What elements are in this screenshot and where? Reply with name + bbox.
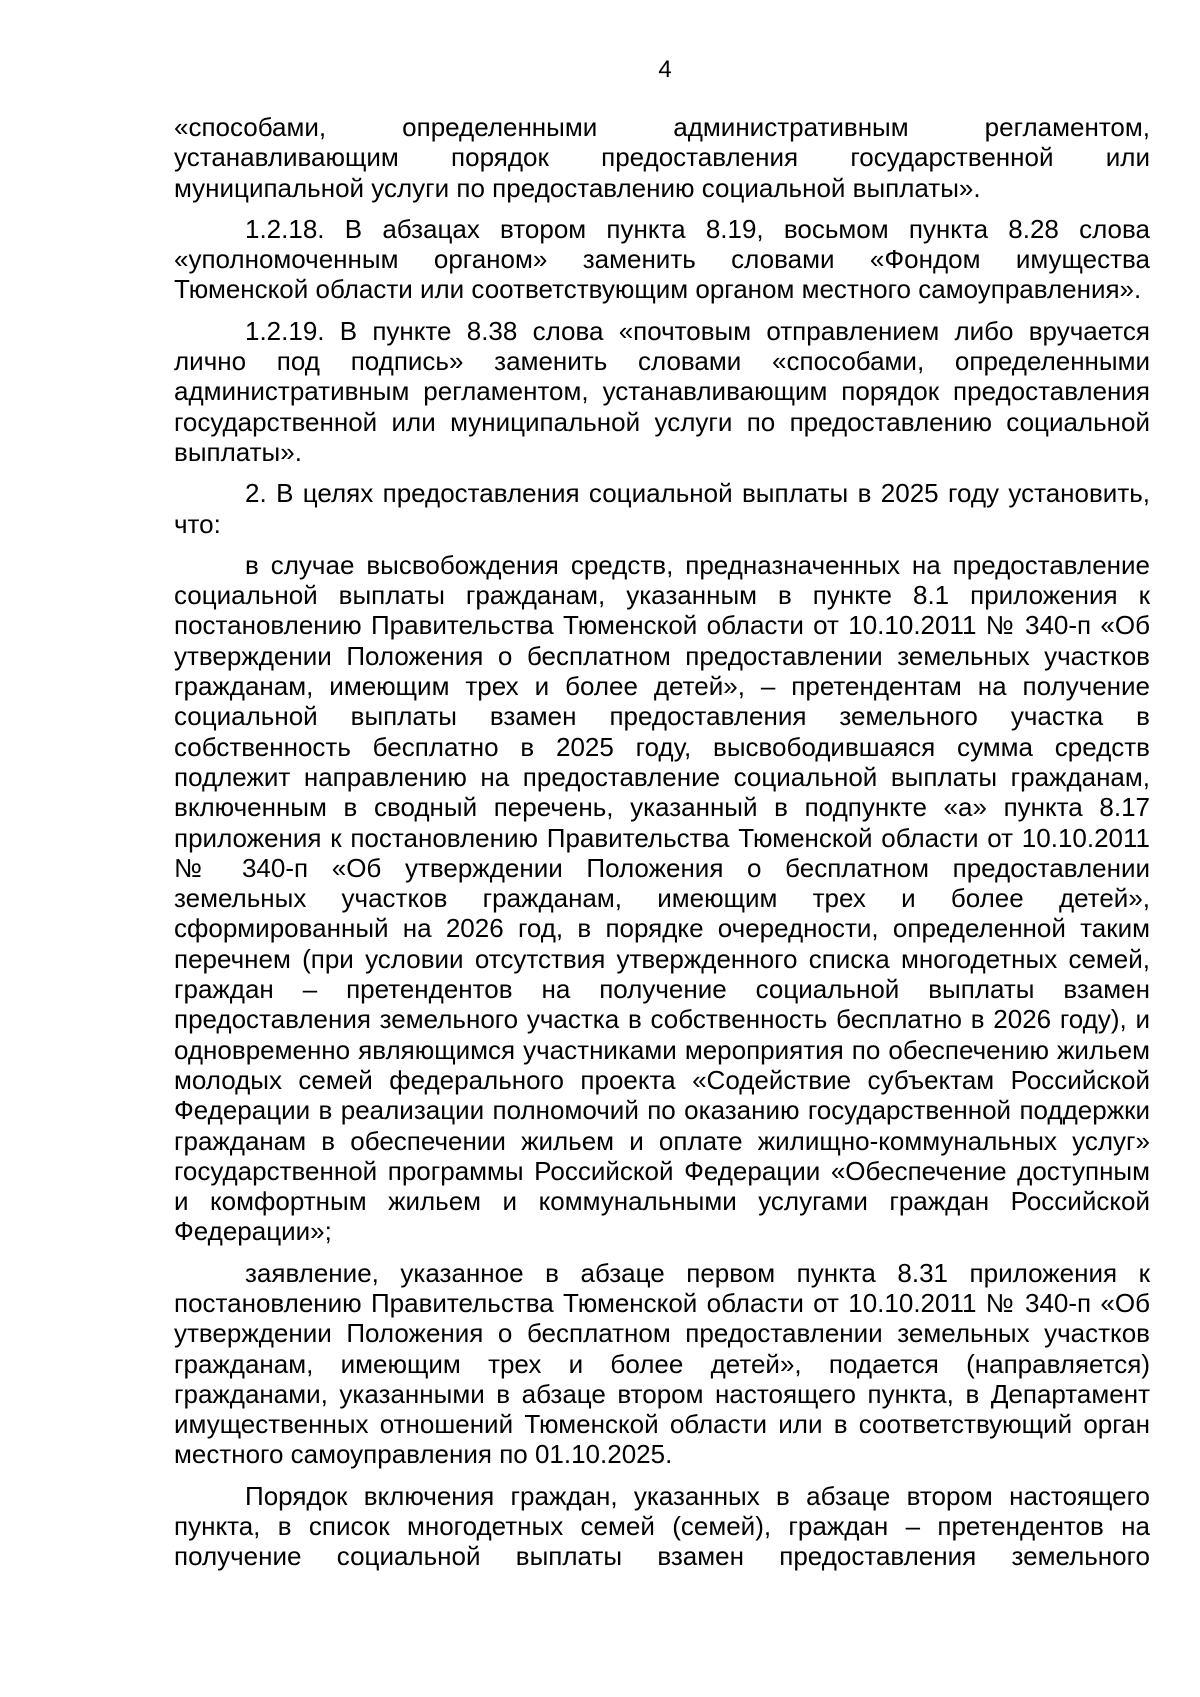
document-body (174, 112, 1150, 1583)
paragraph-1-2-19: 1.2.19. В пункте 8.38 слова «почтовым отправлением либо вручается лично под подпись» заменить словами «способами, определенными административным регламентом, устанавливающим порядок предоставления государственной или муниципальной услуги по предоставлению социальной выплаты». (174, 315, 1150, 467)
paragraph-2-third-abzac: Порядок включения граждан, указанных в абзаце втором настоящего пункта, в список многодетных семей (семей), граждан – претендентов на получение социальной выплаты взамен предоставления земельного (174, 1480, 1150, 1572)
page-number: 4 (658, 56, 672, 83)
paragraph-2-second-abzac: заявление, указанное в абзаце первом пункта 8.31 приложения к постановлению Правительства Тюменской области от 10.10.2011 № 340-п «Об утверждении Положения о бесплатном предоставлении земельных участков гражданам, имеющим трех и более детей», подается (направляется) гражданами, указанными в абзаце втором настоящего пункта, в Департамент имущественных отношений Тюменской области или в соответствующий орган местного самоуправления по 01.10.2025. (174, 1257, 1150, 1470)
paragraph-2-first-abzac: в случае высвобождения средств, предназначенных на предоставление социальной выплаты гражданам, указанным в пункте 8.1 приложения к постановлению Правительства Тюменской области от 10.10.2011 № 340-п «Об утверждении Положения о бесплатном предоставлении земельных участков гражданам, имеющим трех и более детей», – претендентам на получение социальной выплаты взамен предоставления земельного участка в собственность бесплатно в 2025 году, высвободившаяся сумма средств подлежит направлению на предоставление социальной выплаты гражданам, включенным в сводный перечень, указанный в подпункте «а» пункта 8.17 приложения к постановлению Правительства Тюменской области от 10.10.2011 № 340-п «Об утверждении Положения о бесплатном предоставлении земельных участков гражданам, имеющим трех и более детей», сформированный на 2026 год, в порядке очередности, определенной таким перечнем (при условии отсутствия утвержденного списка многодетных семей, граждан – претендентов на получение социальной выплаты взамен предоставления земельного участка в собственность бесплатно в 2026 году), и одновременно являющимся участниками мероприятия по обеспечению жильем молодых семей федерального проекта «Содействие субъектам Российской Федерации в реализации полномочий по оказанию государственной поддержки гражданам в обеспечении жильем и оплате жилищно-коммунальных услуг» государственной программы Российской Федерации «Обеспечение доступным и комфортным жильем и коммунальными услугами граждан Российской Федерации»; (174, 549, 1150, 1247)
paragraph-1-2-18: 1.2.18. В абзацах втором пункта 8.19, восьмом пункта 8.28 слова «уполномоченным органом» заменить словами «Фондом имущества Тюменской области или соответствующим органом местного самоуправления». (174, 213, 1150, 305)
paragraph-2: 2. В целях предоставления социальной выплаты в 2025 году установить, что: (174, 478, 1150, 539)
paragraph-continuation: «способами, определенными административным регламентом, устанавливающим порядок предоставления государственной или муниципальной услуги по предоставлению социальной выплаты». (174, 112, 1150, 203)
